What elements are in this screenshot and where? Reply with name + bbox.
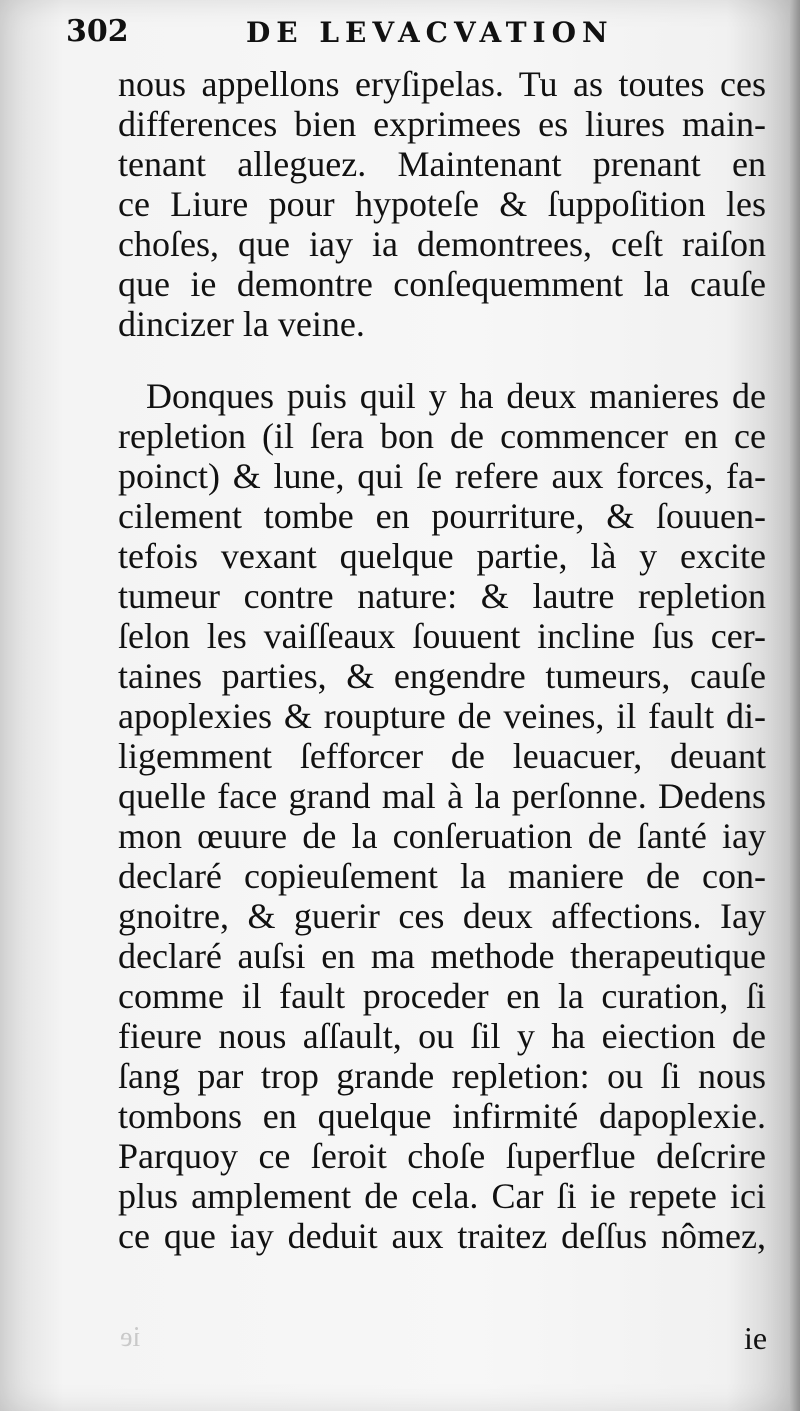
text-line: poinct) & lune, qui ſe refere aux forces, fa- — [118, 456, 766, 496]
text-line: repletion (il ſera bon de commencer en ce — [118, 416, 766, 456]
paragraph-1 — [118, 64, 766, 344]
text-line: apoplexies & roupture de veines, il fault di- — [118, 696, 766, 736]
text-line: mon œuure de la conſeruation de ſanté iay — [118, 816, 766, 856]
text-line: quelle face grand mal à la perſonne. Dedens — [118, 776, 766, 816]
body-text — [118, 64, 766, 1256]
text-line: differences bien exprimees es liures main- — [118, 104, 766, 144]
page-number: 302 — [66, 14, 129, 49]
page-edge-shadow — [790, 0, 800, 1411]
show-through-text: ie — [120, 1322, 141, 1353]
text-line: ce Liure pour hypoteſe & ſuppoſition les — [118, 184, 766, 224]
text-line: taines parties, & engendre tumeurs, cauſe — [118, 656, 766, 696]
text-line: tefois vexant quelque partie, là y excite — [118, 536, 766, 576]
text-line: declaré copieuſement la maniere de con- — [118, 856, 766, 896]
text-line: ſelon les vaiſſeaux ſouuent incline ſus cer- — [118, 616, 766, 656]
text-line: cilement tombe en pourriture, & ſouuen- — [118, 496, 766, 536]
running-head: DE LEVACVATION — [246, 16, 614, 49]
text-line: dincizer la veine. — [118, 304, 365, 344]
text-line: comme il fault proceder en la curation, ſi — [118, 976, 766, 1016]
paragraph-2 — [118, 376, 766, 1256]
text-line: tombons en quelque infirmité dapoplexie. — [118, 1096, 766, 1136]
text-line: Donques puis quil y ha deux manieres de — [146, 376, 766, 416]
text-line: ſang par trop grande repletion: ou ſi nous — [118, 1056, 766, 1096]
page-header — [66, 14, 766, 58]
text-line: fieure nous aſſault, ou ſil y ha eiection de — [118, 1016, 766, 1056]
text-line: Parquoy ce ſeroit choſe ſuperflue deſcrire — [118, 1136, 766, 1176]
text-line: gnoitre, & guerir ces deux affections. Iay — [118, 896, 766, 936]
catchword: ie — [744, 1320, 768, 1356]
text-line: que ie demontre conſequemment la cauſe — [118, 264, 766, 304]
paragraph-gap — [118, 344, 766, 376]
text-line: tenant alleguez. Maintenant prenant en — [118, 144, 766, 184]
text-line: plus amplement de cela. Car ſi ie repete ici — [118, 1176, 766, 1216]
text-line: choſes, que iay ia demontrees, ceſt raiſon — [118, 224, 766, 264]
text-line: tumeur contre nature: & lautre repletion — [118, 576, 766, 616]
text-line: nous appellons eryſipelas. Tu as toutes ces — [118, 64, 766, 104]
text-line: ce que iay deduit aux traitez deſſus nômez, — [118, 1216, 766, 1256]
text-line: declaré auſsi en ma methode therapeutique — [118, 936, 766, 976]
text-line: ligemment ſefforcer de leuacuer, deuant — [118, 736, 766, 776]
